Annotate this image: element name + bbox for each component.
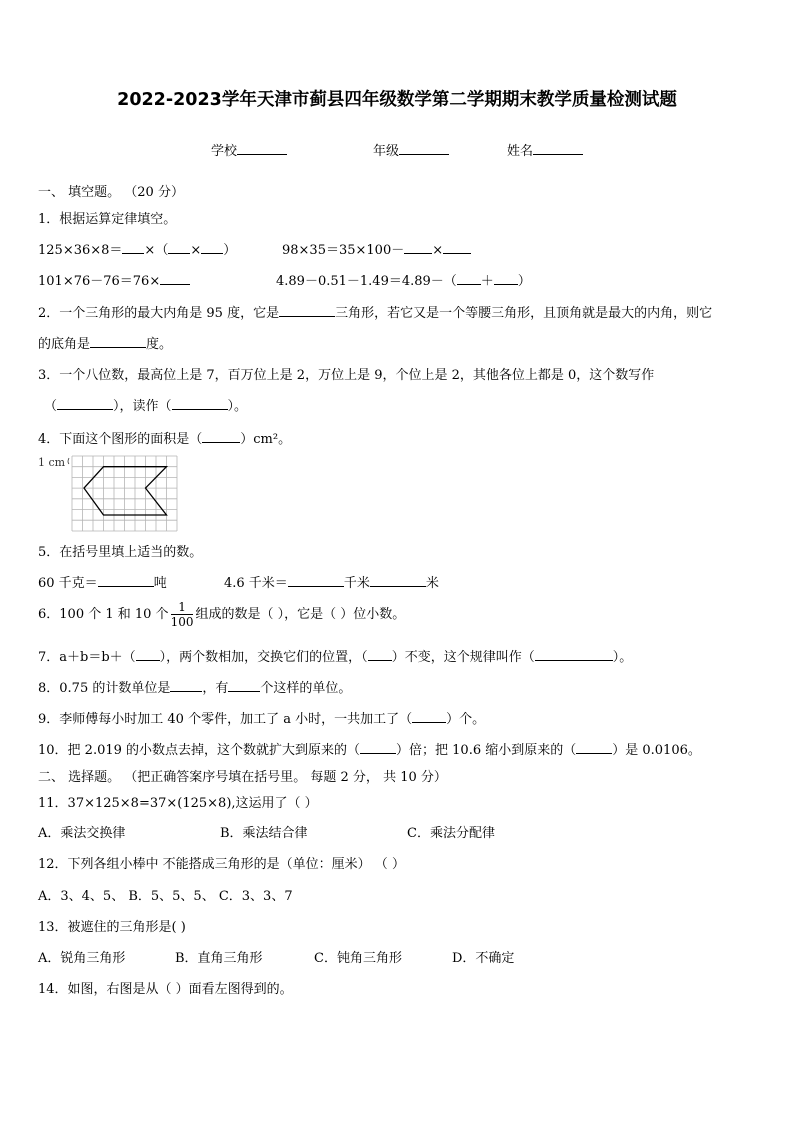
q1b-mid: ×	[432, 243, 444, 258]
page-title: 2022-2023学年天津市蓟县四年级数学第二学期期末教学质量检测试题	[117, 90, 677, 110]
q8-p1: 8．0.75 的计数单位是	[38, 681, 171, 696]
q1b-pre: 98×35＝35×100－	[282, 243, 405, 258]
q4-p1: 4．下面这个图形的面积是（	[38, 432, 203, 447]
q9-p1: 9．李师傅每小时加工 40 个零件，加工了 a 小时，一共加工了（	[38, 712, 413, 727]
q12-options[interactable]: A．3、4、5、 B．5、5、5、 C．3、3、7	[38, 889, 293, 904]
q1-row2	[38, 270, 190, 289]
q1-text: 1．根据运算定律填空。	[38, 212, 177, 227]
q4-figure	[36, 454, 181, 538]
q9-blank[interactable]	[412, 710, 446, 723]
q7-p3: ）不变，这个规律叫作（	[391, 650, 535, 665]
q7-blank3[interactable]	[535, 648, 613, 661]
q1a-mid1: ×（	[144, 243, 169, 258]
grade-field[interactable]	[373, 140, 449, 159]
q1d-pre: 4.89－0.51－1.49＝4.89－（	[276, 274, 457, 289]
q2-p4: 度。	[146, 337, 173, 352]
q5-b2: 千米	[343, 576, 370, 591]
q2-p2: 三角形，若它又是一个等腰三角形，且顶角就是最大的内角，则它	[335, 306, 713, 321]
q7-blank1[interactable]	[136, 648, 160, 661]
q2-line1	[38, 302, 712, 321]
q13-option-c[interactable]: C．钝角三角形	[314, 951, 402, 966]
q5-b1: 4.6 千米＝	[224, 576, 288, 591]
q7-blank2[interactable]	[368, 648, 392, 661]
grade-blank[interactable]	[399, 142, 449, 155]
q7-line	[38, 646, 632, 665]
q2-line2	[38, 333, 172, 352]
q10-p1: 10．把 2.019 的小数点去掉，这个数就扩大到原来的（	[38, 743, 361, 758]
q1a-blank2[interactable]	[168, 241, 190, 254]
q1d-blank2[interactable]	[494, 272, 518, 285]
unit-brace	[68, 458, 69, 464]
q11-text: 11．37×125×8=37×(125×8),这运用了（ ）	[38, 796, 318, 811]
name-blank[interactable]	[533, 142, 583, 155]
section2-heading: 二、 选择题。 （把正确答案序号填在括号里。 每题 2 分， 共 10 分）	[38, 770, 447, 785]
q1c-pre: 101×76－76＝76×	[38, 274, 161, 289]
q9-p2: ）个。	[446, 712, 486, 727]
name-field[interactable]	[507, 140, 583, 159]
q10-p3: ）是 0.0106。	[612, 743, 701, 758]
q11-option-a[interactable]: A．乘法交换律	[38, 826, 126, 841]
q3-line1: 3．一个八位数，最高位上是 7，百万位上是 2，万位上是 9，个位上是 2，其他各位上都是 0，这个数写作	[38, 368, 655, 383]
q10-p2: ）倍；把 10.6 缩小到原来的（	[396, 743, 577, 758]
unit-label: 1 cm	[38, 456, 66, 469]
fraction-denominator: 100	[170, 615, 194, 629]
q5-rowb	[224, 572, 439, 591]
q3-blank2[interactable]	[172, 397, 228, 410]
q1d-mid: ＋	[480, 274, 494, 289]
q14-text: 14．如图，右图是从（ ）面看左图得到的。	[38, 982, 293, 997]
q5-blank3[interactable]	[370, 574, 426, 587]
q1d-end: ）	[517, 274, 531, 289]
q4-line	[38, 428, 291, 447]
q13-option-a[interactable]: A．锐角三角形	[38, 951, 126, 966]
name-label: 姓名	[507, 144, 534, 159]
q1a-end: ）	[223, 243, 237, 258]
q1-row1b	[282, 239, 471, 258]
q10-blank1[interactable]	[360, 741, 396, 754]
q4-p2: ）cm²。	[240, 432, 292, 447]
grade-label: 年级	[373, 144, 400, 159]
q7-p2: ），两个数相加，交换它们的位置，（	[159, 650, 368, 665]
q6-line	[38, 600, 405, 629]
q11-option-b[interactable]: B．乘法结合律	[220, 826, 308, 841]
q2-blank2[interactable]	[90, 335, 146, 348]
school-blank[interactable]	[237, 142, 287, 155]
q1-row1	[38, 239, 236, 258]
section1-heading: 一、 填空题。 （20 分）	[38, 185, 184, 200]
q5-text: 5．在括号里填上适当的数。	[38, 545, 203, 560]
q1-row2b	[276, 270, 531, 289]
q8-p3: 个这样的单位。	[260, 681, 352, 696]
q5-a2: 吨	[153, 576, 167, 591]
q12-text: 12．下列各组小棒中 不能搭成三角形的是（单位：厘米） （ ）	[38, 857, 405, 872]
shape-outline	[84, 467, 167, 515]
q8-line	[38, 677, 351, 696]
q2-p1: 2．一个三角形的最大内角是 95 度，它是	[38, 306, 280, 321]
q5-a1: 60 千克＝	[38, 576, 98, 591]
q2-p3: 的底角是	[38, 337, 91, 352]
q8-blank1[interactable]	[170, 679, 202, 692]
q1a-pre: 125×36×8＝	[38, 243, 123, 258]
q3-p2: （	[44, 399, 58, 414]
q11-option-c[interactable]: C．乘法分配律	[407, 826, 495, 841]
q8-p2: ，有	[202, 681, 229, 696]
q10-blank2[interactable]	[576, 741, 612, 754]
q3-line2	[44, 395, 247, 414]
q5-blank1[interactable]	[98, 574, 154, 587]
school-label: 学校	[211, 144, 238, 159]
q1d-blank1[interactable]	[457, 272, 481, 285]
school-field[interactable]	[211, 140, 287, 159]
q1b-blank2[interactable]	[443, 241, 471, 254]
q6-p1: 6．100 个 1 和 10 个	[38, 607, 169, 622]
q7-p1: 7．a＋b＝b＋（	[38, 650, 136, 665]
q10-line	[38, 739, 701, 758]
q1c-blank[interactable]	[160, 272, 190, 285]
q6-p2: 组成的数是（ ），它是（ ）位小数。	[195, 607, 406, 622]
q1a-blank3[interactable]	[201, 241, 223, 254]
q4-blank[interactable]	[202, 430, 240, 443]
q1a-mid2: ×	[190, 243, 202, 258]
q13-option-b[interactable]: B．直角三角形	[175, 951, 263, 966]
fraction-numerator: 1	[171, 600, 194, 615]
q3-p3: ），读作（	[113, 399, 172, 414]
q13-option-d[interactable]: D．不确定	[452, 951, 515, 966]
q5-blank2[interactable]	[288, 574, 344, 587]
q3-p4: ）。	[227, 399, 248, 414]
q1a-blank1[interactable]	[122, 241, 144, 254]
q7-p4: ）。	[612, 650, 633, 665]
q1b-blank1[interactable]	[404, 241, 432, 254]
q5-b3: 米	[425, 576, 439, 591]
q5-row	[38, 572, 167, 591]
q13-text: 13．被遮住的三角形是( )	[38, 920, 186, 935]
q9-line	[38, 708, 485, 727]
q3-blank1[interactable]	[57, 397, 113, 410]
q2-blank1[interactable]	[279, 304, 335, 317]
q6-fraction	[171, 600, 194, 629]
q8-blank2[interactable]	[228, 679, 260, 692]
